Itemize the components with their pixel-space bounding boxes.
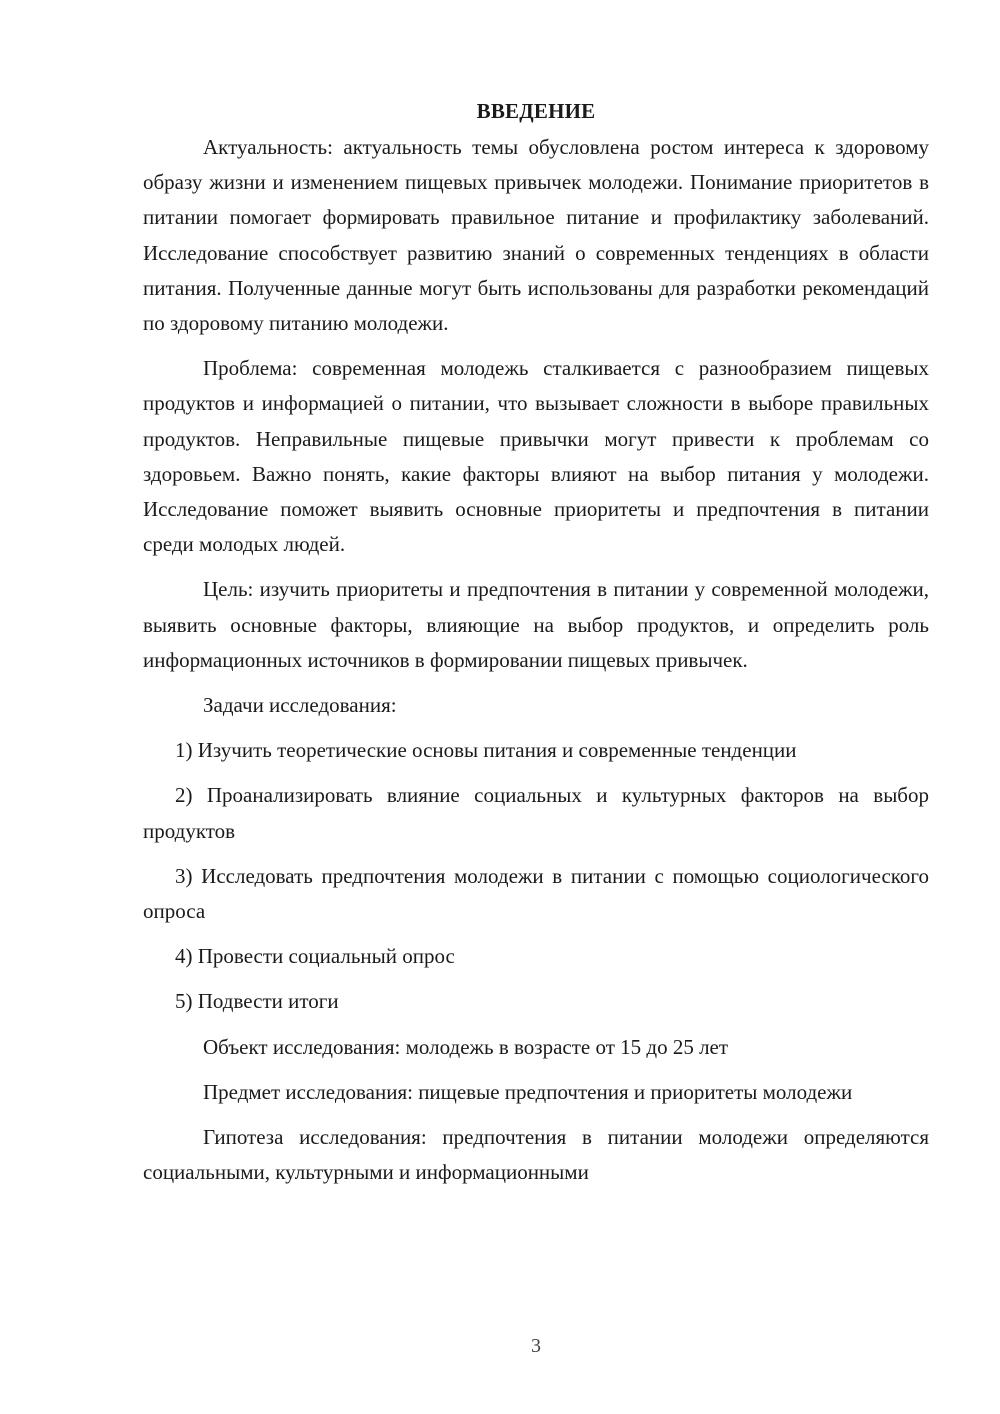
task-item-5: 5) Подвести итоги [175, 989, 339, 1014]
problem-paragraph: Проблема: современная молодежь сталкивается с разнообразием пищевых продуктов и информацией о питании, что вызывает сложности в выборе правильных продуктов. Неправильные пищевые привычки могут привести к проблемам со здоровьем. Важно понять, какие факторы влияют на выбор питания у молодежи. Исследование поможет выявить основные приоритеты и предпочтения в питании среди молодых людей. [143, 356, 929, 557]
goal-paragraph: Цель: изучить приоритеты и предпочтения в питании у современной молодежи, выявить основные факторы, влияющие на выбор продуктов, и определить роль информационных источников в формировании пищевых привычек. [143, 577, 929, 672]
task-item-1: 1) Изучить теоретические основы питания и современные тенденции [175, 738, 797, 763]
section-title: ВВЕДЕНИЕ [476, 99, 596, 123]
page-content [143, 94, 929, 1200]
relevance-paragraph: Актуальность: актуальность темы обусловлена ростом интереса к здоровому образу жизни и изменением пищевых привычек молодежи. Понимание приоритетов в питании помогает формировать правильное питание и профилактику заболеваний. Исследование способствует развитию знаний о современных тенденциях в области питания. Полученные данные могут быть использованы для разработки рекомендаций по здоровому питанию молодежи. [143, 135, 929, 336]
hypothesis-paragraph: Гипотеза исследования: предпочтения в питании молодежи определяются социальными, культурными и информационными [143, 1125, 929, 1185]
task-item-2: 2) Проанализировать влияние социальных и культурных факторов на выбор продуктов [143, 783, 929, 843]
page-number: 3 [531, 1335, 541, 1357]
task-item-3: 3) Исследовать предпочтения молодежи в питании с помощью социологического опроса [143, 863, 929, 924]
subject-paragraph: Предмет исследования: пищевые предпочтения и приоритеты молодежи [203, 1079, 853, 1104]
object-paragraph: Объект исследования: молодежь в возрасте от 15 до 25 лет [203, 1034, 729, 1059]
task-item-4: 4) Провести социальный опрос [175, 944, 455, 969]
tasks-heading: Задачи исследования: [203, 693, 397, 718]
